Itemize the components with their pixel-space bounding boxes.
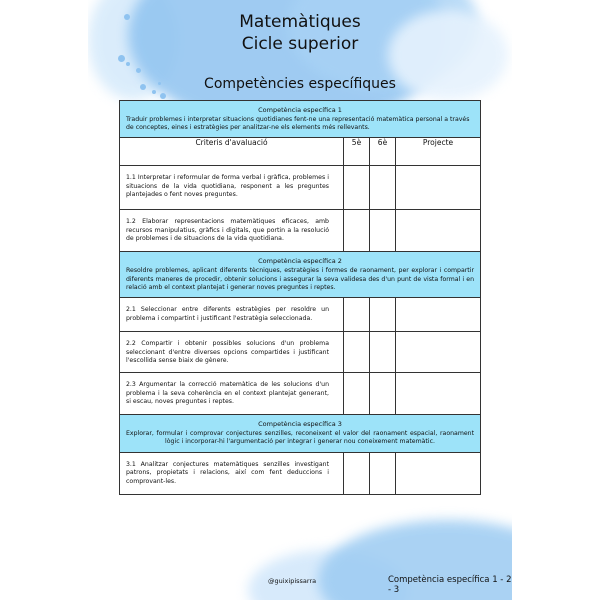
author-handle: @guixipissarra [268,577,317,585]
column-header-criteria: Criteris d'avaluació [120,138,344,166]
project-cell[interactable] [396,298,481,332]
criterion-text: 2.2 Compartir i obtenir possibles solucions d'un problema seleccionant d'entre diverses opcions compartides i justificant l'escollida sense biaix de gènere. [120,332,344,373]
competency-row [120,415,481,452]
grade5-cell[interactable] [344,332,370,373]
competency-title: Competència específica 3 [258,420,342,429]
section-heading: Competències específiques [204,76,396,92]
competency-2-header [120,252,481,298]
criterion-row [120,373,481,415]
paint-splash [136,68,141,73]
grade5-cell[interactable] [344,210,370,252]
competency-description: Traduir problemes i interpretar situacions quotidianes fent-ne una representació matemàtica personal a través de conceptes, eines i estratègies per analitzar-ne els elements més rellevants. [126,115,470,132]
grade6-cell[interactable] [370,373,396,415]
page-subtitle-cycle: Cicle superior [241,34,359,54]
criterion-row [120,452,481,494]
competency-title: Competència específica 2 [258,257,342,266]
competency-description: Resoldre problemes, aplicant diferents tècniques, estratègies i formes de raonament, per explorar i compartir diferents maneres de procedir, obtenir solucions i assegurar la seva validesa des d'un punt de vista formal i en relació amb el context plantejat i generar noves preguntes i reptes. [126,267,474,291]
criterion-text: 2.3 Argumentar la correcció matemàtica de les solucions d'un problema i la seva coherència en el context plantejat generant, si escau, noves preguntes i reptes. [120,373,344,415]
competency-row [120,101,481,138]
paint-splash [160,93,166,99]
criterion-row [120,210,481,252]
project-cell[interactable] [396,332,481,373]
competency-3-header [120,415,481,452]
grade5-cell[interactable] [344,298,370,332]
grade5-cell[interactable] [344,452,370,494]
grade5-cell[interactable] [344,373,370,415]
document-page [88,0,512,600]
grade6-cell[interactable] [370,452,396,494]
project-cell[interactable] [396,166,481,210]
column-header-project: Projecte [396,138,481,166]
footer-label: Competència específica 1 - 2 - 3 [388,575,512,595]
competency-description: Explorar, formular i comprovar conjectures senzilles, reconeixent el valor del raonament espacial, raonament lògic i incorporar-hi l'argumentació per integrar i generar nou coneixement matemàtic. [126,430,474,446]
competencies-table [119,100,481,495]
page-title: Matemàtiques [239,12,361,32]
criterion-text: 2.1 Seleccionar entre diferents estratègies per resoldre un problema i compartint i justificant l'estratègia seleccionada. [120,298,344,332]
project-cell[interactable] [396,452,481,494]
column-header-row [120,138,481,166]
criterion-row [120,166,481,210]
competency-1-header [120,101,481,138]
competency-row [120,252,481,298]
paint-splash [118,55,125,62]
grade6-cell[interactable] [370,166,396,210]
project-cell[interactable] [396,373,481,415]
column-header-6e: 6è [370,138,396,166]
grade5-cell[interactable] [344,166,370,210]
criterion-text: 3.1 Analitzar conjectures matemàtiques senzilles investigant patrons, propietats i relacions, així com fent deduccions i comprovant-les. [120,452,344,494]
grade6-cell[interactable] [370,332,396,373]
criterion-row [120,298,481,332]
criterion-text: 1.2 Elaborar representacions matemàtiques eficaces, amb recursos manipulatius, gràfics i digitals, que portin a la resolució de problemes i de situacions de la vida quotidiana. [120,210,344,252]
grade6-cell[interactable] [370,210,396,252]
column-header-5e: 5è [344,138,370,166]
project-cell[interactable] [396,210,481,252]
paint-splash [126,62,130,66]
criterion-row [120,332,481,373]
grade6-cell[interactable] [370,298,396,332]
criterion-text: 1.1 Interpretar i reformular de forma verbal i gràfica, problemes i situacions de la vida quotidiana, responent a les preguntes plantejades o fent noves preguntes. [120,166,344,210]
competency-title: Competència específica 1 [258,106,342,114]
